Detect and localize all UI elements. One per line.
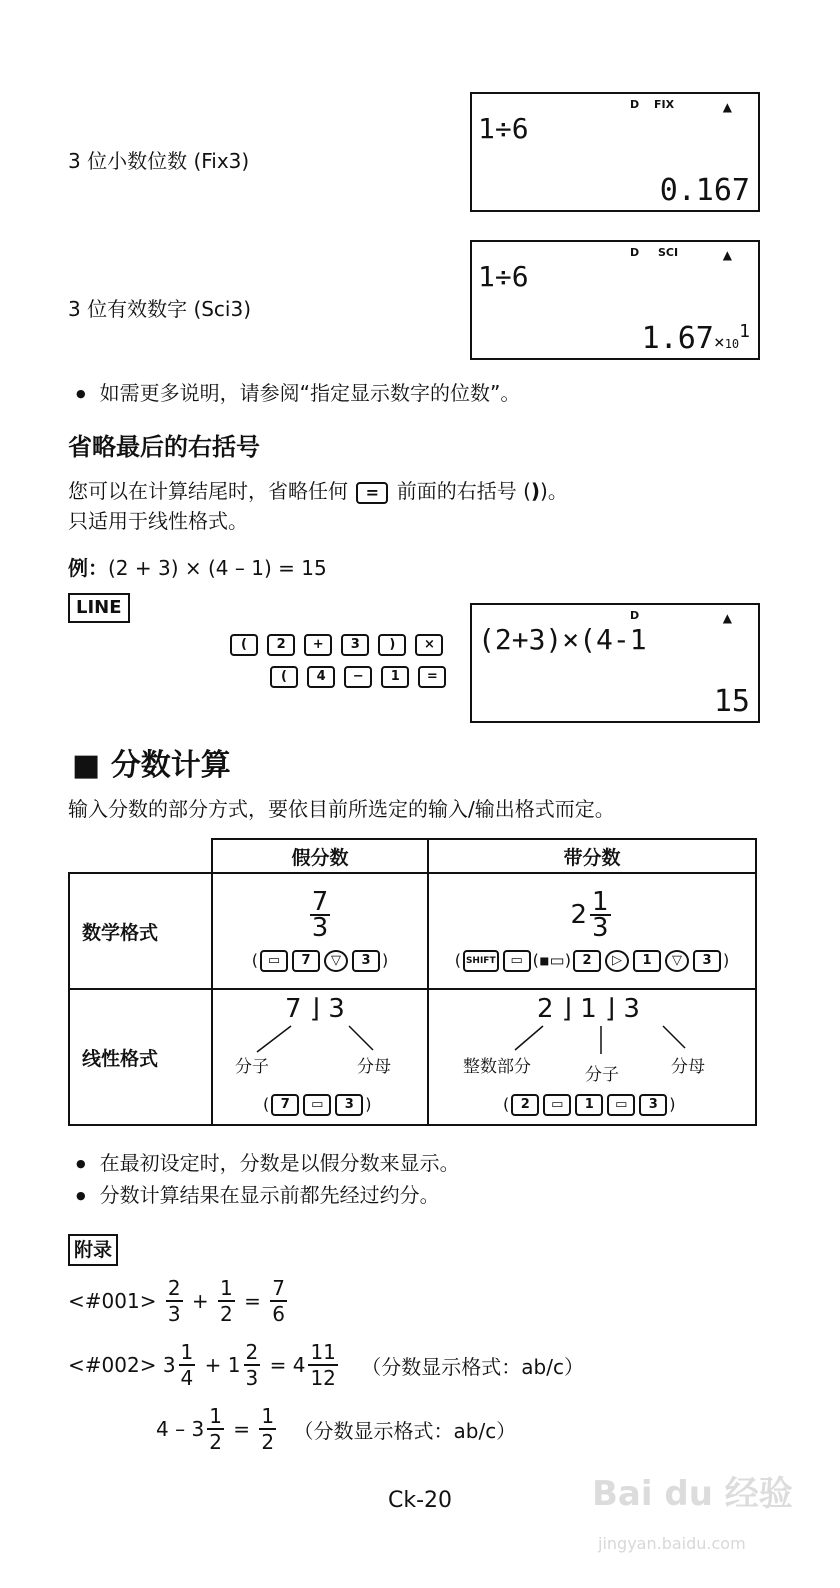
lcd-display-sci: [470, 240, 760, 360]
key-equals: =: [418, 666, 446, 688]
fraction-heading-text: 分数计算: [110, 748, 231, 783]
label-numerator: 分子: [235, 1057, 269, 1077]
frac-numerator: 1: [180, 1340, 194, 1364]
key-plus: +: [304, 634, 332, 656]
key-2: 2: [511, 1094, 539, 1116]
operand: 4: [156, 1417, 169, 1441]
table-corner: [69, 839, 212, 873]
paren-close: ): [669, 1094, 676, 1114]
ten-base: 10: [724, 337, 740, 351]
eq-tag: <#001>: [68, 1289, 157, 1313]
paren-close: ): [365, 1094, 372, 1114]
frac-denominator: 12: [310, 1366, 336, 1390]
key-2: 2: [573, 950, 601, 972]
key-3: 3: [352, 950, 380, 972]
key-7: 7: [271, 1094, 299, 1116]
paren-close: ): [382, 950, 389, 970]
mode-d-indicator: D: [630, 98, 640, 111]
fraction-key-icon: ▭: [503, 950, 531, 972]
frac-denominator: 2: [220, 1302, 233, 1326]
keys-linear-mixed: [503, 1094, 676, 1116]
keys-row-1: [228, 634, 445, 656]
cell-math-mixed: [428, 873, 756, 989]
mantissa: 1.67: [641, 321, 714, 356]
key-times: ×: [415, 634, 443, 656]
frac-denominator: 3: [592, 913, 609, 943]
key-1: 1: [633, 950, 661, 972]
col-improper: 假分数: [212, 839, 428, 873]
label-denominator: 分母: [357, 1057, 391, 1077]
key-7: 7: [292, 950, 320, 972]
example-label: 例：: [68, 556, 108, 580]
label-integer: 整数部分: [463, 1057, 531, 1077]
fraction-table: [68, 838, 757, 1126]
fix-indicator: FIX: [654, 98, 675, 111]
frac-denominator: 6: [272, 1302, 285, 1326]
up-arrow-indicator: ▲: [722, 611, 732, 625]
frac-denominator: 2: [209, 1430, 222, 1454]
times-sign: ×: [713, 332, 725, 353]
col-mixed: 带分数: [428, 839, 756, 873]
fix3-label: 3 位小数位数 (Fix3): [68, 149, 250, 173]
appendix-eq-2: [68, 1340, 584, 1390]
row-math: 数学格式: [69, 873, 212, 989]
lcd-expression: (2+3)×(4-1: [478, 623, 647, 656]
cell-linear-mixed: [428, 989, 756, 1125]
frac-denominator: 2: [261, 1430, 275, 1454]
row-linear: 线性格式: [69, 989, 212, 1125]
frac-numerator: 1: [261, 1404, 275, 1428]
op-minus: –: [175, 1417, 186, 1441]
key-1: 1: [575, 1094, 603, 1116]
watermark-url: jingyan.baidu.com: [598, 1534, 746, 1553]
op-equals: =: [269, 1353, 287, 1377]
up-arrow-indicator: ▲: [722, 248, 732, 262]
keys-math-improper: [213, 950, 427, 972]
op-plus: +: [191, 1289, 209, 1313]
format-note: （分数显示格式：ab/c）: [293, 1418, 517, 1443]
key-3: 3: [693, 950, 721, 972]
frac-denominator: 3: [311, 913, 329, 943]
fraction-heading: [72, 746, 231, 786]
down-key-icon: ▽: [324, 950, 348, 972]
whole-part: 3: [191, 1417, 205, 1441]
exponent: 1: [739, 321, 750, 342]
whole-part: 3: [162, 1353, 176, 1377]
mixed-whole: 2: [570, 900, 587, 930]
line-mode-badge: LINE: [68, 593, 130, 623]
frac-denominator: 4: [180, 1366, 194, 1390]
paren-close: ): [723, 950, 730, 970]
whole-part: 1: [227, 1353, 241, 1377]
paren-open: (: [454, 950, 461, 970]
shift-key-icon: SHIFT: [463, 950, 499, 972]
lcd-result: 15: [713, 684, 750, 719]
note-2: ● 分数计算结果在显示前都先经过约分。: [76, 1182, 440, 1212]
lcd-result: [642, 321, 750, 356]
omit-heading: 省略最后的右括号: [68, 433, 260, 461]
frac-numerator: 7: [311, 887, 329, 917]
equals-key-icon: =: [356, 482, 388, 504]
paren-open: (: [251, 950, 258, 970]
lcd-expression: 1÷6: [478, 112, 529, 145]
op-equals: =: [233, 1417, 251, 1441]
omit-line1: [68, 478, 568, 504]
eq-tag: <#002>: [68, 1353, 157, 1377]
cell-linear-improper: [212, 989, 428, 1125]
key-4: 4: [307, 666, 335, 688]
frac-numerator: 2: [245, 1340, 259, 1364]
frac-numerator: 1: [220, 1276, 233, 1300]
note-1: ● 在最初设定时，分数是以假分数来显示。: [76, 1150, 460, 1180]
key-3: 3: [335, 1094, 363, 1116]
fraction-intro: 输入分数的部分方式，要依目前所选定的输入/输出格式而定。: [68, 797, 615, 821]
sci-indicator: SCI: [658, 246, 679, 259]
appendix-eq-3: [156, 1404, 516, 1454]
key-close-paren: ): [378, 634, 406, 656]
fraction-key-icon: ▭: [607, 1094, 635, 1116]
baidu-watermark: Bai du 经验: [592, 1474, 793, 1514]
frac-numerator: 1: [592, 887, 609, 917]
keys-linear-improper: [263, 1094, 372, 1116]
format-note: （分数显示格式：ab/c）: [361, 1354, 584, 1379]
frac-numerator: 7: [272, 1276, 285, 1300]
frac-numerator: 11: [310, 1340, 336, 1364]
paren-open: (: [503, 1094, 510, 1114]
lcd-display-fix: [470, 92, 760, 212]
cell-math-improper: [212, 873, 428, 989]
paren-glyph: ): [530, 479, 541, 503]
label-denominator: 分母: [671, 1057, 705, 1077]
frac-numerator: 2: [167, 1276, 181, 1300]
whole-part: 4: [292, 1353, 306, 1377]
example-expression: (2 + 3) × (4 – 1) = 15: [108, 556, 327, 580]
fraction-key-icon: ▭: [260, 950, 288, 972]
square-icon: ■: [72, 748, 101, 783]
omit-line1-text2: 前面的右括号 (: [396, 479, 531, 503]
lcd-result: 0.167: [659, 173, 750, 208]
mixed-fraction-label: (▪▭): [532, 950, 572, 970]
omit-line2: 只适用于线性格式。: [68, 509, 248, 533]
frac-denominator: 3: [167, 1302, 181, 1326]
appendix-badge: 附录: [68, 1234, 118, 1266]
note-digits: ● 如需更多说明，请参阅“指定显示数字的位数”。: [76, 380, 520, 410]
lcd-display-line: [470, 603, 760, 723]
down-key-icon: ▽: [665, 950, 689, 972]
fraction-key-icon: ▭: [303, 1094, 331, 1116]
sci3-label: 3 位有效数字 (Sci3): [68, 297, 252, 321]
linear-display: 2 ⌋ 1 ⌋ 3: [537, 994, 640, 1024]
appendix-eq-1: [68, 1276, 290, 1326]
example-line: [68, 555, 327, 581]
right-key-icon: ▷: [605, 950, 629, 972]
fraction-key-icon: ▭: [543, 1094, 571, 1116]
op-equals: =: [244, 1289, 261, 1313]
key-minus: −: [344, 666, 372, 688]
mode-d-indicator: D: [630, 609, 640, 622]
key-open-paren: (: [230, 634, 258, 656]
key-open-paren: (: [270, 666, 298, 688]
label-numerator: 分子: [585, 1065, 619, 1085]
key-3: 3: [341, 634, 369, 656]
lcd-expression: 1÷6: [478, 260, 529, 293]
mode-d-indicator: D: [630, 246, 640, 259]
omit-line1-text: 您可以在计算结尾时，省略任何: [68, 479, 348, 503]
keys-row-2: [268, 666, 448, 688]
key-2: 2: [267, 634, 295, 656]
keys-math-mixed: [429, 950, 755, 972]
key-3: 3: [639, 1094, 667, 1116]
page-number: Ck-20: [387, 1488, 453, 1513]
key-1: 1: [381, 666, 409, 688]
up-arrow-indicator: ▲: [722, 100, 732, 114]
op-plus: +: [204, 1353, 222, 1377]
linear-display: 7 ⌋ 3: [285, 994, 345, 1024]
paren-open: (: [263, 1094, 270, 1114]
frac-numerator: 1: [209, 1404, 222, 1428]
omit-line1-text3: )。: [540, 479, 568, 503]
frac-denominator: 3: [245, 1366, 259, 1390]
